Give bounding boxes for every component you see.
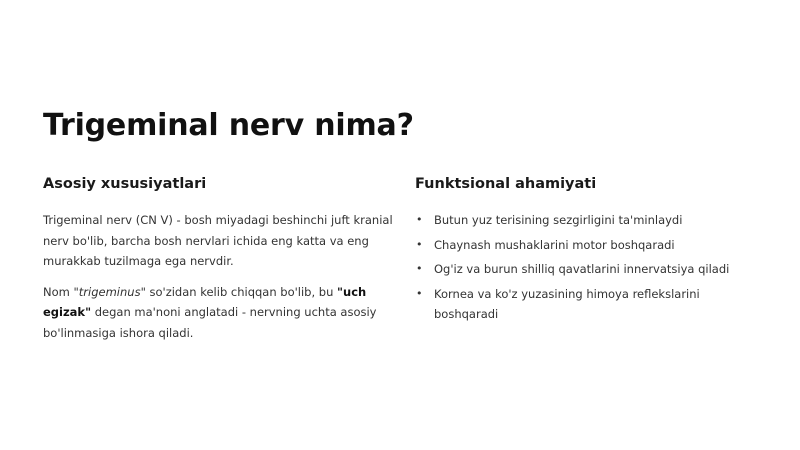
function-list [415, 210, 765, 324]
list-item-text: Kornea va ko'z yuzasining himoya reflekslarini boshqaradi [434, 286, 700, 321]
left-column-heading: Asosiy xususiyatlari [43, 176, 207, 192]
list-item-text: Chaynash mushaklarini motor boshqaradi [434, 237, 675, 252]
definition-paragraph: Trigeminal nerv (CN V) - bosh miyadagi beshinchi juft kranial nerv bo'lib, barcha bosh nervlari ichida eng katta va eng murakkab tuzilmaga ega nervdir. [43, 213, 393, 268]
list-item [415, 259, 765, 279]
bullet-icon: • [416, 237, 423, 251]
right-column [415, 174, 765, 328]
etymology-meaning: "uch egizak" [43, 284, 367, 319]
etymology-paragraph [43, 282, 393, 344]
etymology-term: "trigeminus" [73, 284, 146, 299]
etymology-text-1: Nom [43, 284, 74, 299]
left-column [43, 174, 393, 353]
list-item [415, 284, 765, 324]
list-item-text: Butun yuz terisining sezgirligini ta'minlaydi [434, 213, 683, 227]
bullet-icon: • [416, 262, 423, 275]
bullet-icon: • [416, 213, 423, 226]
list-item [415, 210, 765, 230]
slide-title: Trigeminal nerv nima? [43, 108, 414, 143]
etymology-text-2: so'zidan kelib chiqqan bo'lib, bu [145, 284, 338, 299]
etymology-text-3: degan ma'noni anglatadi - nervning uchta asosiy bo'linmasiga ishora qiladi. [43, 305, 377, 340]
right-column-heading: Funktsional ahamiyati [415, 176, 597, 192]
list-item-text: Og'iz va burun shilliq qavatlarini innervatsiya qiladi [434, 262, 730, 276]
bullet-icon: • [416, 286, 423, 300]
list-item [415, 235, 765, 255]
